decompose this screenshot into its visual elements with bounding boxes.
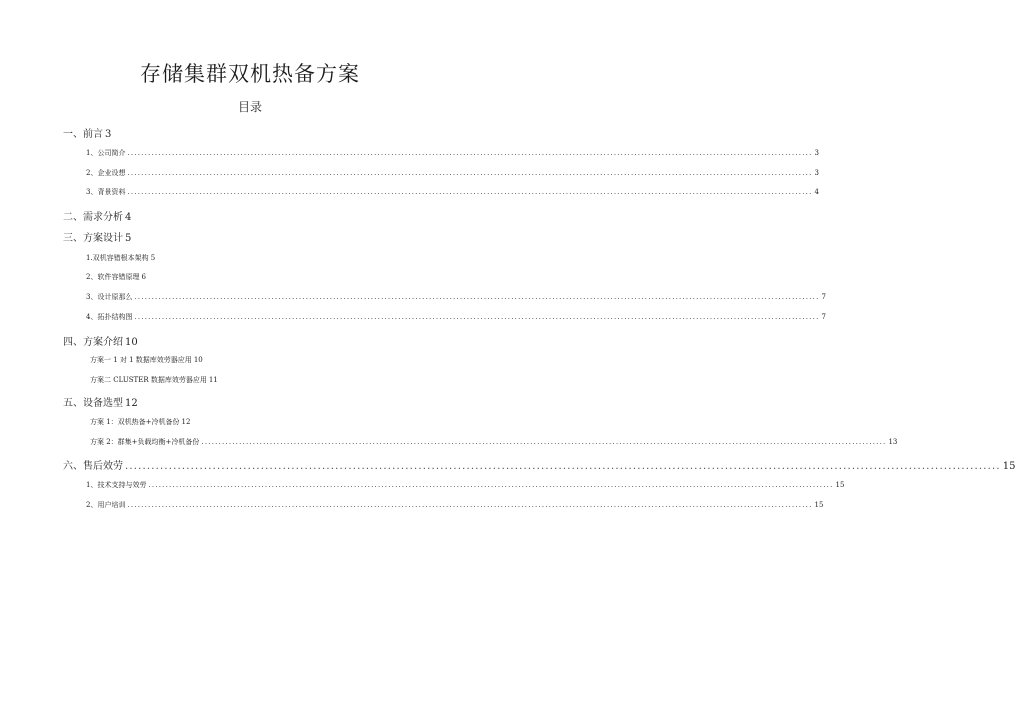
toc-entry-page: 13 xyxy=(888,438,898,446)
toc-leader-dots: ........................................................................................................................................................................................................ xyxy=(201,438,887,446)
toc-entry-label: 2、软件容错原理 xyxy=(86,273,140,281)
toc-entry-solution-one[interactable] xyxy=(90,355,203,365)
toc-entry-page: 5 xyxy=(150,254,156,262)
toc-entry-option-two[interactable] xyxy=(90,437,898,447)
toc-entry-label: 四、方案介绍 xyxy=(63,337,123,348)
toc-leader-dots: ........................................................................................................................................................................................................ xyxy=(127,169,813,177)
toc-entry-tech-support[interactable] xyxy=(86,480,845,490)
toc-entry-label: 1.双机容错根本架构 xyxy=(86,254,149,262)
toc-entry-option-one[interactable] xyxy=(90,417,190,427)
toc-entry-page: 7 xyxy=(821,313,826,321)
toc-entry-label: 方案 2：群集+负载均衡+冷机备份 xyxy=(90,438,200,446)
toc-entry-page: 15 xyxy=(835,481,845,489)
toc-entry-page: 4 xyxy=(814,188,819,196)
toc-entry-label: 方案二 CLUSTER 数据库效劳器应用 xyxy=(90,376,207,384)
toc-entry-page: 3 xyxy=(814,149,819,157)
toc-entry-page: 12 xyxy=(125,398,138,409)
toc-entry-label: 3、背景资料 xyxy=(86,188,126,196)
toc-entry-label: 1、公司简介 xyxy=(86,149,126,157)
toc-entry-page: 11 xyxy=(208,376,218,384)
document-title: 存储集群双机热备方案 xyxy=(140,62,360,86)
toc-entry-label: 一、前言 xyxy=(63,129,103,140)
toc-entry-label: 3、设计原那么 xyxy=(86,293,133,301)
toc-entry-label: 方案 1：双机热备+冷机备份 xyxy=(90,418,180,426)
toc-entry-user-training[interactable] xyxy=(86,500,824,510)
toc-entry-preface[interactable] xyxy=(63,125,111,140)
toc-entry-equipment[interactable] xyxy=(63,394,138,409)
toc-entry-software-fault-tolerance[interactable] xyxy=(86,272,146,282)
toc-entry-page: 7 xyxy=(821,293,826,301)
toc-entry-solutions[interactable] xyxy=(63,333,138,348)
toc-entry-page: 5 xyxy=(125,233,132,244)
toc-entry-enterprise-vision[interactable] xyxy=(86,168,819,178)
toc-heading: 目录 xyxy=(237,100,262,114)
toc-entry-design-principles[interactable] xyxy=(86,292,826,302)
toc-leader-dots: ........................................................................................................................................................................................................ xyxy=(127,188,813,196)
toc-entry-requirements[interactable] xyxy=(63,208,131,223)
toc-entry-label: 三、方案设计 xyxy=(63,233,123,244)
toc-entry-solution-two[interactable] xyxy=(90,375,218,385)
toc-entry-page: 4 xyxy=(125,212,132,223)
toc-entry-label: 2、企业设想 xyxy=(86,169,126,177)
toc-entry-page: 12 xyxy=(181,418,191,426)
toc-leader-dots: ........................................................................................................................................................................................................ xyxy=(134,293,820,301)
toc-leader-dots: ........................................................................................................................................................................................................ xyxy=(127,501,813,509)
toc-entry-page: 3 xyxy=(105,129,112,140)
toc-leader-dots: ........................................................................................................................................................................................................ xyxy=(125,461,1001,472)
toc-entry-page: 10 xyxy=(193,356,203,364)
toc-leader-dots: ........................................................................................................................................................................................................ xyxy=(127,149,813,157)
toc-leader-dots: ........................................................................................................................................................................................................ xyxy=(148,481,834,489)
toc-entry-page: 6 xyxy=(141,273,146,281)
toc-entry-label: 二、需求分析 xyxy=(63,212,123,223)
toc-entry-fault-tolerance-arch[interactable] xyxy=(86,253,155,263)
toc-entry-page: 15 xyxy=(814,501,824,509)
toc-entry-label: 1、技术支持与效劳 xyxy=(86,481,147,489)
toc-entry-background[interactable] xyxy=(86,187,819,197)
toc-entry-after-sales[interactable] xyxy=(63,457,1015,472)
toc-entry-page: 15 xyxy=(1002,461,1015,472)
toc-entry-label: 方案一 1 对 1 数据库效劳器应用 xyxy=(90,356,192,364)
toc-entry-label: 五、设备选型 xyxy=(63,398,123,409)
toc-entry-design[interactable] xyxy=(63,229,131,244)
toc-leader-dots: ........................................................................................................................................................................................................ xyxy=(134,313,820,321)
toc-entry-label: 2、用户培训 xyxy=(86,501,126,509)
toc-entry-topology[interactable] xyxy=(86,312,826,322)
toc-entry-company-intro[interactable] xyxy=(86,148,819,158)
toc-entry-page: 3 xyxy=(814,169,819,177)
toc-entry-label: 六、售后效劳 xyxy=(63,461,123,472)
toc-entry-page: 10 xyxy=(125,337,138,348)
toc-entry-label: 4、拓扑结构图 xyxy=(86,313,133,321)
